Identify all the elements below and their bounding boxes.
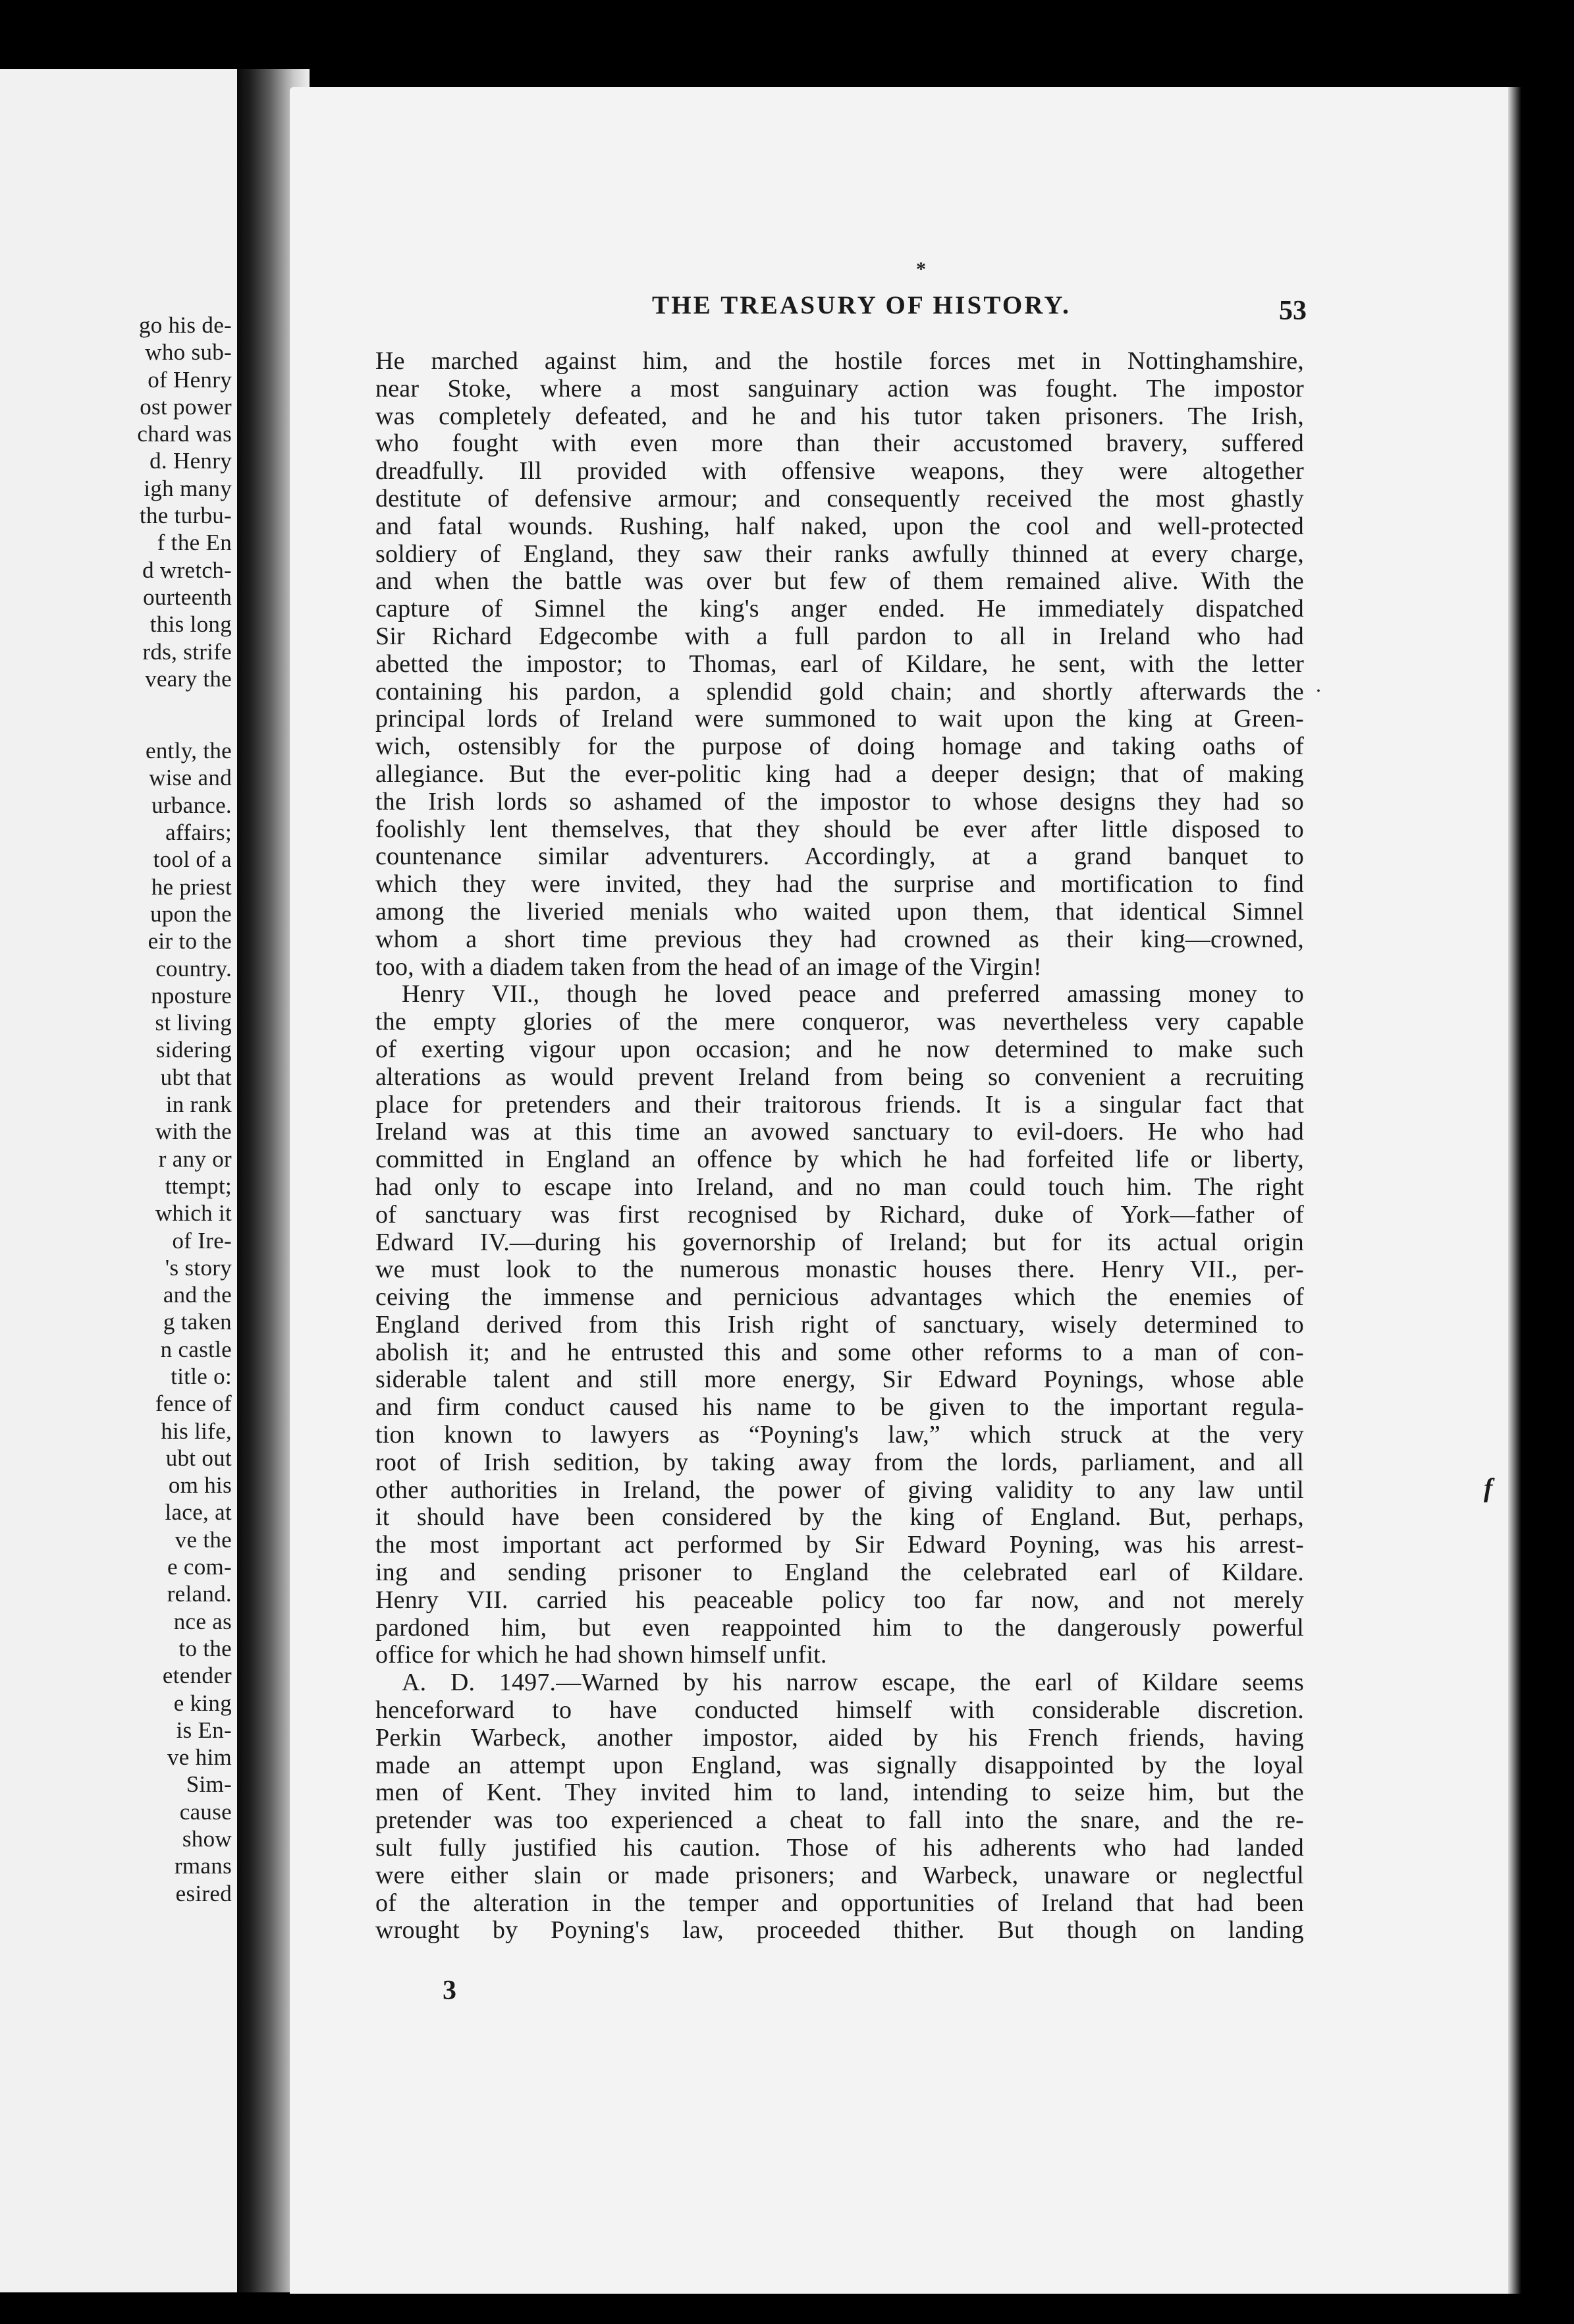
text-line: the Irish lords so ashamed of the impostor to whose designs they had so xyxy=(375,787,1304,816)
left-line: affairs; xyxy=(165,819,232,846)
left-line: and the xyxy=(163,1282,232,1308)
text-line: we must look to the numerous monastic houses there. Henry VII., per- xyxy=(375,1256,1304,1284)
text-line: countenance similar adventurers. Accordingly, at a grand banquet to xyxy=(375,843,1304,871)
text-line: who fought with even more than their accustomed bravery, suffered xyxy=(375,429,1304,458)
left-line: ourteenth xyxy=(143,584,232,610)
left-line: igh many xyxy=(144,475,232,501)
text-line: capture of Simnel the king's anger ended. He immediately dispatched xyxy=(375,595,1304,623)
left-line: he priest xyxy=(151,873,232,900)
left-line: ve him xyxy=(167,1744,232,1771)
page-number: 53 xyxy=(1279,296,1307,326)
text-line: the empty glories of the mere conqueror, was nevertheless very capable xyxy=(375,1008,1304,1036)
text-line: which they were invited, they had the surprise and mortification to find xyxy=(375,870,1304,899)
left-line: r any or xyxy=(158,1146,232,1172)
text-line: tion known to lawyers as “Poyning's law,” which struck at the very xyxy=(375,1421,1304,1449)
margin-mark: f xyxy=(1484,1473,1493,1503)
left-line: nce as xyxy=(173,1608,232,1634)
text-line: and fatal wounds. Rushing, half naked, upon the cool and well-protected xyxy=(375,512,1304,540)
left-line: country. xyxy=(155,955,232,982)
text-line: root of Irish sedition, by taking away from the lords, parliament, and all xyxy=(375,1448,1304,1476)
left-line: eir to the xyxy=(148,928,232,954)
left-line: with the xyxy=(155,1119,232,1145)
left-line: is En- xyxy=(176,1717,232,1743)
text-line: Ireland was at this time an avowed sanctuary to evil-doers. He who had xyxy=(375,1118,1304,1146)
left-line: f the En xyxy=(157,530,232,556)
left-line: ubt that xyxy=(160,1064,232,1090)
left-line: chard was xyxy=(137,421,232,447)
text-line: and when the battle was over but few of them remained alive. With the xyxy=(375,567,1304,595)
text-line: principal lords of Ireland were summoned to wait upon the king at Green- xyxy=(375,705,1304,733)
running-head: THE TREASURY OF HISTORY. xyxy=(652,291,1072,319)
left-line: reland. xyxy=(167,1581,232,1607)
text-line: ing and sending prisoner to England the celebrated earl of Kildare. xyxy=(375,1559,1304,1587)
text-line: office for which he had shown himself unfit. xyxy=(375,1641,827,1669)
left-line: ttempt; xyxy=(165,1173,232,1199)
text-line: alterations as would prevent Ireland from being so convenient a recruiting xyxy=(375,1063,1304,1091)
text-line: men of Kent. They invited him to land, intending to seize him, but the xyxy=(375,1779,1304,1807)
left-line: urbance. xyxy=(151,792,232,818)
text-line: Sir Richard Edgecombe with a full pardon to all in Ireland who had xyxy=(375,622,1304,650)
text-line: containing his pardon, a splendid gold chain; and shortly afterwards the xyxy=(375,677,1304,706)
text-line: pardoned him, but even reappointed him to the dangerously powerful xyxy=(375,1613,1304,1642)
text-line: place for pretenders and their traitorous friends. It is a singular fact that xyxy=(375,1090,1304,1119)
text-line: abolish it; and he entrusted this and some other reforms to a man of con- xyxy=(375,1338,1304,1366)
left-line: rds, strife xyxy=(142,638,232,665)
left-line: which it xyxy=(155,1200,232,1227)
left-line: the turbu- xyxy=(139,503,232,529)
text-line: committed in England an offence by which he had forfeited life or liberty, xyxy=(375,1146,1304,1174)
left-line: ve the xyxy=(175,1526,232,1553)
left-line: d. Henry xyxy=(149,448,232,474)
left-line: g taken xyxy=(163,1309,232,1335)
text-line: the most important act performed by Sir Edward Poyning, was his arrest- xyxy=(375,1531,1304,1559)
left-line: st living xyxy=(155,1010,232,1036)
body-text xyxy=(375,348,1304,1945)
margin-mark: . xyxy=(1316,673,1321,696)
text-line: allegiance. But the ever-politic king had a deeper design; that of making xyxy=(375,760,1304,788)
text-line: abetted the impostor; to Thomas, earl of Kildare, he sent, with the letter xyxy=(375,650,1304,678)
left-line: fence of xyxy=(155,1391,232,1417)
text-line: was completely defeated, and he and his tutor taken prisoners. The Irish, xyxy=(375,402,1304,430)
text-line: He marched against him, and the hostile forces met in Nottinghamshire, xyxy=(375,347,1304,375)
left-line: his life, xyxy=(161,1418,232,1444)
text-line: among the liveried menials who waited upon them, that identical Simnel xyxy=(375,897,1304,926)
text-line: of the alteration in the temper and opportunities of Ireland that had been xyxy=(375,1889,1304,1917)
left-line: 's story xyxy=(165,1254,232,1281)
left-line: sidering xyxy=(155,1037,232,1063)
left-line: upon the xyxy=(150,900,232,927)
text-line: wich, ostensibly for the purpose of doing homage and taking oaths of xyxy=(375,733,1304,761)
text-line: whom a short time previous they had crowned as their king—crowned, xyxy=(375,925,1304,953)
left-line: etender xyxy=(162,1663,232,1689)
left-line: of Henry xyxy=(148,366,232,393)
text-line: were either slain or made prisoners; and Warbeck, unaware or neglectful xyxy=(375,1861,1304,1889)
left-line: ost power xyxy=(140,393,232,420)
left-line: rmans xyxy=(174,1853,232,1879)
header-ornament: * xyxy=(916,258,926,280)
left-line: wise and xyxy=(149,765,232,791)
text-line: made an attempt upon England, was signally disappointed by the loyal xyxy=(375,1751,1304,1779)
text-line: of exerting vigour upon occasion; and he now determined to make such xyxy=(375,1035,1304,1063)
text-line: and firm conduct caused his name to be given to the important regula- xyxy=(375,1393,1304,1422)
paragraph-gap xyxy=(0,692,232,737)
left-line: n castle xyxy=(160,1336,232,1362)
text-line: other authorities in Ireland, the power of giving validity to any law until xyxy=(375,1476,1304,1504)
signature-mark: 3 xyxy=(443,1976,456,2006)
left-line: e com- xyxy=(167,1554,232,1580)
left-line: veary the xyxy=(145,665,232,692)
left-line: tool of a xyxy=(153,846,232,873)
text-line: Edward IV.—during his governorship of Ireland; but for its actual origin xyxy=(375,1228,1304,1256)
text-line: it should have been considered by the king of England. But, perhaps, xyxy=(375,1503,1304,1532)
left-line: e king xyxy=(173,1690,232,1716)
text-line: Henry VII. carried his peaceable policy too far now, and not merely xyxy=(375,1586,1304,1614)
text-line: had only to escape into Ireland, and no man could touch him. The right xyxy=(375,1173,1304,1201)
text-line: Henry VII., though he loved peace and preferred amassing money to xyxy=(402,980,1304,1009)
left-line: nposture xyxy=(151,982,232,1009)
left-line: who sub- xyxy=(145,339,232,366)
left-line: lace, at xyxy=(165,1499,232,1526)
text-line: dreadfully. Ill provided with offensive weapons, they were altogether xyxy=(375,457,1304,485)
left-line: show xyxy=(182,1826,232,1852)
left-line: go his de- xyxy=(138,312,232,338)
text-line: soldiery of England, they saw their ranks awfully thinned at every charge, xyxy=(375,540,1304,568)
text-line: ceiving the immense and pernicious advantages which the enemies of xyxy=(375,1283,1304,1312)
text-line: of sanctuary was first recognised by Richard, duke of York—father of xyxy=(375,1200,1304,1229)
text-line: destitute of defensive armour; and consequently received the most ghastly xyxy=(375,484,1304,512)
left-page-text xyxy=(0,312,232,1907)
left-line: this long xyxy=(149,611,232,638)
text-line: England derived from this Irish right of sanctuary, wisely determined to xyxy=(375,1310,1304,1339)
text-line: Perkin Warbeck, another impostor, aided by his French friends, having xyxy=(375,1723,1304,1752)
left-line: cause xyxy=(179,1798,232,1825)
text-line: foolishly lent themselves, that they should be ever after little disposed to xyxy=(375,815,1304,843)
left-line: esired xyxy=(175,1880,232,1906)
left-line: of Ire- xyxy=(172,1227,232,1254)
text-line: near Stoke, where a most sanguinary action was fought. The impostor xyxy=(375,374,1304,402)
left-line: in rank xyxy=(165,1092,232,1118)
text-line: sult fully justified his caution. Those of his adherents who had landed xyxy=(375,1834,1304,1862)
page-edge-shadow xyxy=(1508,87,1521,2294)
left-line: ubt out xyxy=(165,1445,232,1471)
text-line: henceforward to have conducted himself with considerable discretion. xyxy=(375,1696,1304,1725)
left-line: d wretch- xyxy=(142,557,232,583)
left-line: om his xyxy=(168,1472,232,1499)
left-line: title o: xyxy=(171,1363,232,1389)
text-line: siderable talent and still more energy, Sir Edward Poynings, whose able xyxy=(375,1366,1304,1394)
text-line: A. D. 1497.—Warned by his narrow escape, the earl of Kildare seems xyxy=(402,1669,1304,1697)
text-line: too, with a diadem taken from the head of an image of the Virgin! xyxy=(375,953,1042,981)
facing-page-left xyxy=(0,69,237,2292)
text-line: wrought by Poyning's law, proceeded thither. But though on landing xyxy=(375,1916,1304,1945)
text-line: pretender was too experienced a cheat to fall into the snare, and the re- xyxy=(375,1806,1304,1835)
left-line: Sim- xyxy=(186,1771,232,1798)
left-line: ently, the xyxy=(146,738,232,764)
left-line: to the xyxy=(178,1635,232,1661)
